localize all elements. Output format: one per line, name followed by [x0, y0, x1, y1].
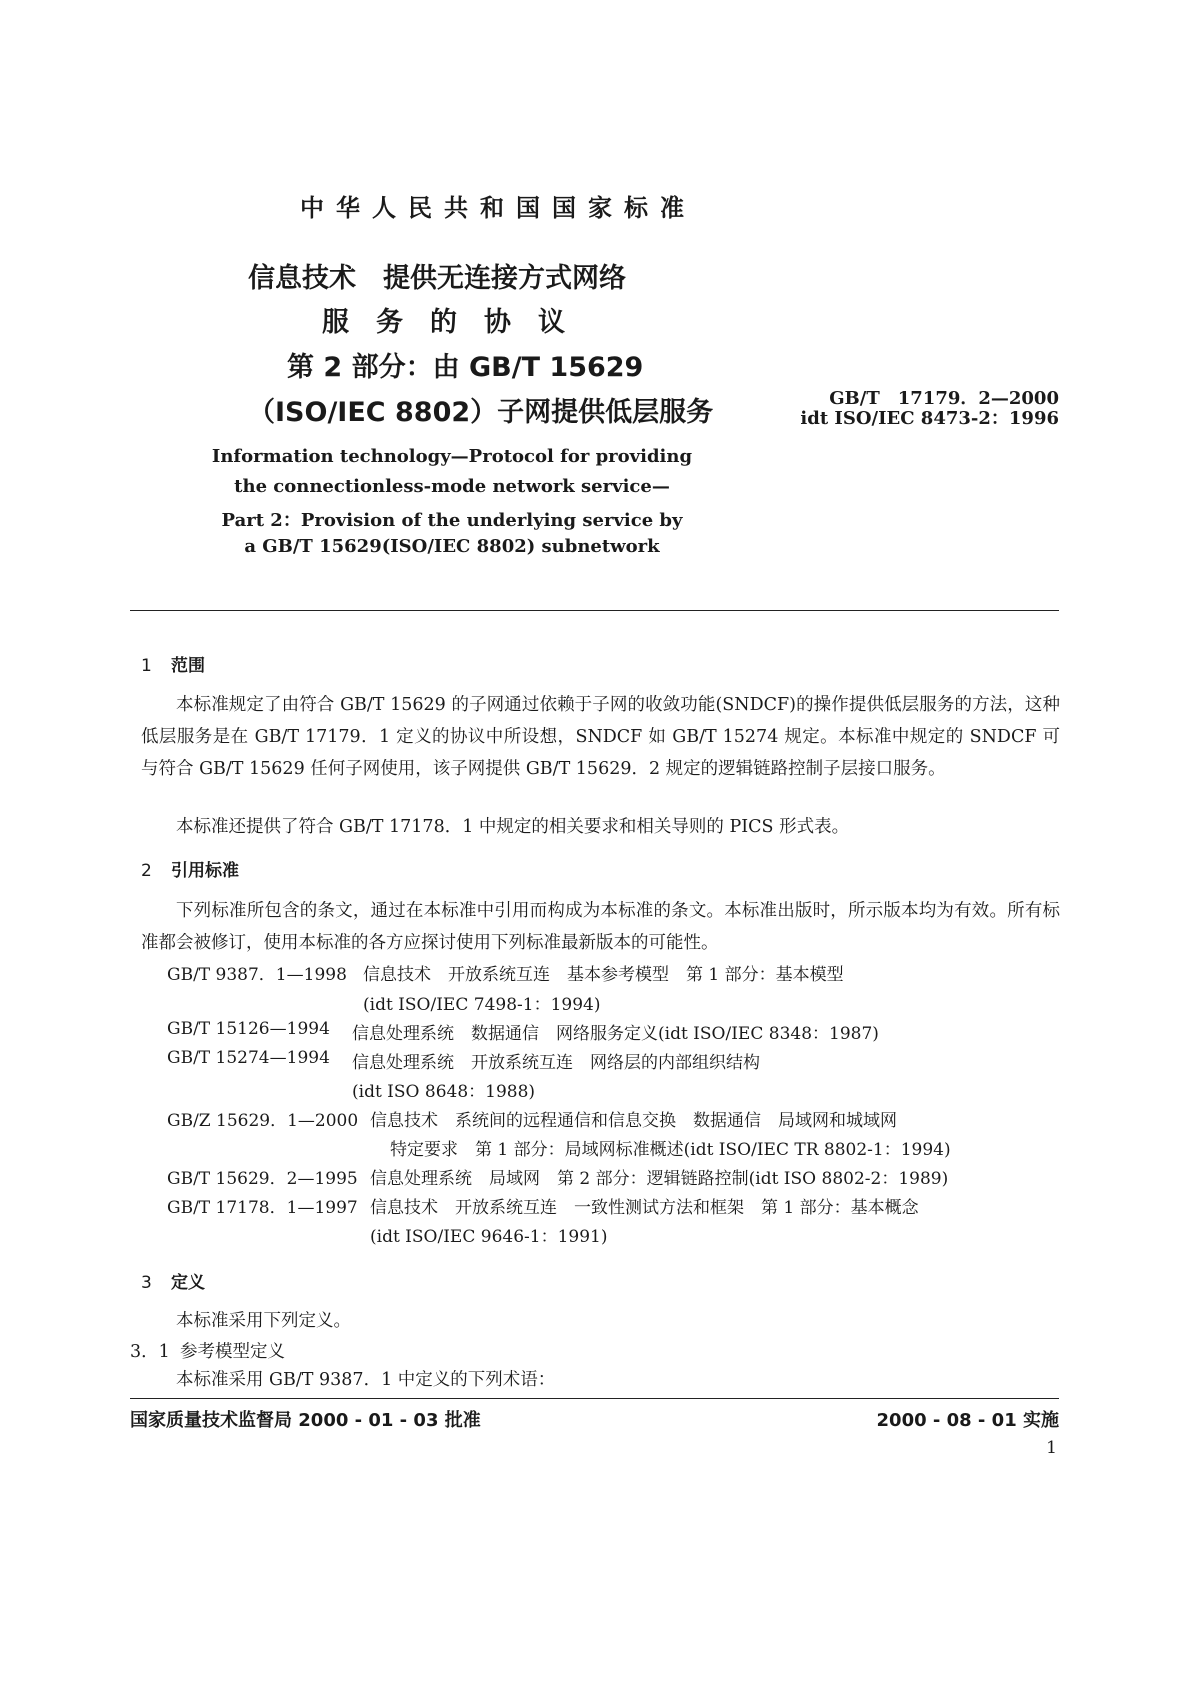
ref-1-code: GB/T 9387．1—1998 — [167, 965, 347, 985]
title-en-line2: the connectionless-mode network service— — [234, 476, 670, 497]
section-3-1-title: 参考模型定义 — [180, 1342, 285, 1362]
ref-6-text: 信息技术 开放系统互连 一致性测试方法和框架 第 1 部分：基本概念 — [370, 1198, 919, 1218]
ref-6-cont: (idt ISO/IEC 9646-1：1991) — [370, 1227, 608, 1247]
title-en-line3: Part 2：Provision of the underlying service by — [221, 510, 683, 531]
ref-4-text: 信息技术 系统间的远程通信和信息交换 数据通信 局域网和城域网 — [370, 1111, 897, 1131]
ref-3-text: 信息处理系统 开放系统互连 网络层的内部组织结构 — [352, 1053, 760, 1073]
section-1-heading — [141, 651, 205, 676]
ref-2-code: GB/T 15126—1994 — [167, 1019, 330, 1039]
implementation-date: 2000 - 08 - 01 实施 — [876, 1410, 1059, 1431]
header-rule — [130, 610, 1059, 611]
section-2-number: 2 — [141, 861, 152, 881]
section-1-number: 1 — [141, 656, 152, 676]
ref-3-code: GB/T 15274—1994 — [167, 1048, 330, 1068]
ref-1-text: 信息技术 开放系统互连 基本参考模型 第 1 部分：基本模型 — [363, 965, 844, 985]
title-en-line4: a GB/T 15629(ISO/IEC 8802) subnetwork — [244, 536, 660, 557]
ref-4-cont: 特定要求 第 1 部分：局域网标准概述(idt ISO/IEC TR 8802-1：1994) — [390, 1140, 951, 1160]
section-1-title: 范围 — [171, 656, 205, 676]
ref-5-text: 信息处理系统 局域网 第 2 部分：逻辑链路控制(idt ISO 8802-2：1989) — [370, 1169, 949, 1189]
section-3-1-number: 3．1 — [130, 1342, 170, 1362]
section-3-title: 定义 — [171, 1273, 205, 1293]
section-3-1-heading — [130, 1338, 285, 1363]
ref-1-cont: (idt ISO/IEC 7498-1：1994) — [363, 995, 601, 1015]
section-1-paragraph-2: 本标准还提供了符合 GB/T 17178．1 中规定的相关要求和相关导则的 PICS 形式表。 — [176, 817, 850, 837]
section-3-paragraph-1: 本标准采用下列定义。 — [176, 1311, 351, 1331]
standard-idt: idt ISO/IEC 8473-2：1996 — [800, 408, 1059, 429]
section-3-1-paragraph-1: 本标准采用 GB/T 9387．1 中定义的下列术语： — [176, 1370, 556, 1390]
title-en-line1: Information technology—Protocol for providing — [211, 446, 693, 467]
title-cn-line1: 信息技术 提供无连接方式网络 — [248, 263, 626, 294]
section-2-paragraph-1: 下列标准所包含的条文，通过在本标准中引用而构成为本标准的条文。本标准出版时，所示版本均为有效。所有标准都会被修订，使用本标准的各方应探讨使用下列标准最新版本的可能性。 — [141, 901, 1060, 953]
title-cn-line4: （ISO/IEC 8802）子网提供低层服务 — [248, 397, 714, 428]
national-standard-header: 中华人民共和国国家标准 — [300, 194, 696, 222]
section-3-heading — [141, 1268, 205, 1293]
title-cn-line2: 服 务 的 协 议 — [322, 307, 565, 338]
section-2-heading — [141, 856, 239, 881]
standard-code: GB/T 17179．2—2000 — [829, 388, 1059, 409]
footer-rule — [130, 1398, 1059, 1399]
ref-3-cont: (idt ISO 8648：1988) — [352, 1082, 536, 1102]
ref-5-code: GB/T 15629．2—1995 — [167, 1169, 358, 1189]
ref-4-code: GB/Z 15629．1—2000 — [167, 1111, 359, 1131]
page-number: 1 — [1046, 1438, 1057, 1458]
section-3-number: 3 — [141, 1273, 152, 1293]
approval-line: 国家质量技术监督局 2000 - 01 - 03 批准 — [130, 1410, 481, 1431]
ref-6-code: GB/T 17178．1—1997 — [167, 1198, 358, 1218]
section-1-paragraph-1: 本标准规定了由符合 GB/T 15629 的子网通过依赖于子网的收敛功能(SNDCF)的操作提供低层服务的方法，这种低层服务是在 GB/T 17179．1 定义的协议中所设想，SNDCF 如 GB/T 15274 规定。本标准中规定的 SNDCF 可与符合 GB/T 15629 任何子网使用，该子网提供 GB/T 15629．2 规定的逻辑链路控制子层接口服务。 — [141, 695, 1060, 779]
ref-2-text: 信息处理系统 数据通信 网络服务定义(idt ISO/IEC 8348：1987) — [352, 1024, 879, 1044]
section-2-title: 引用标准 — [171, 861, 239, 881]
title-cn-line3: 第 2 部分：由 GB/T 15629 — [287, 352, 644, 383]
